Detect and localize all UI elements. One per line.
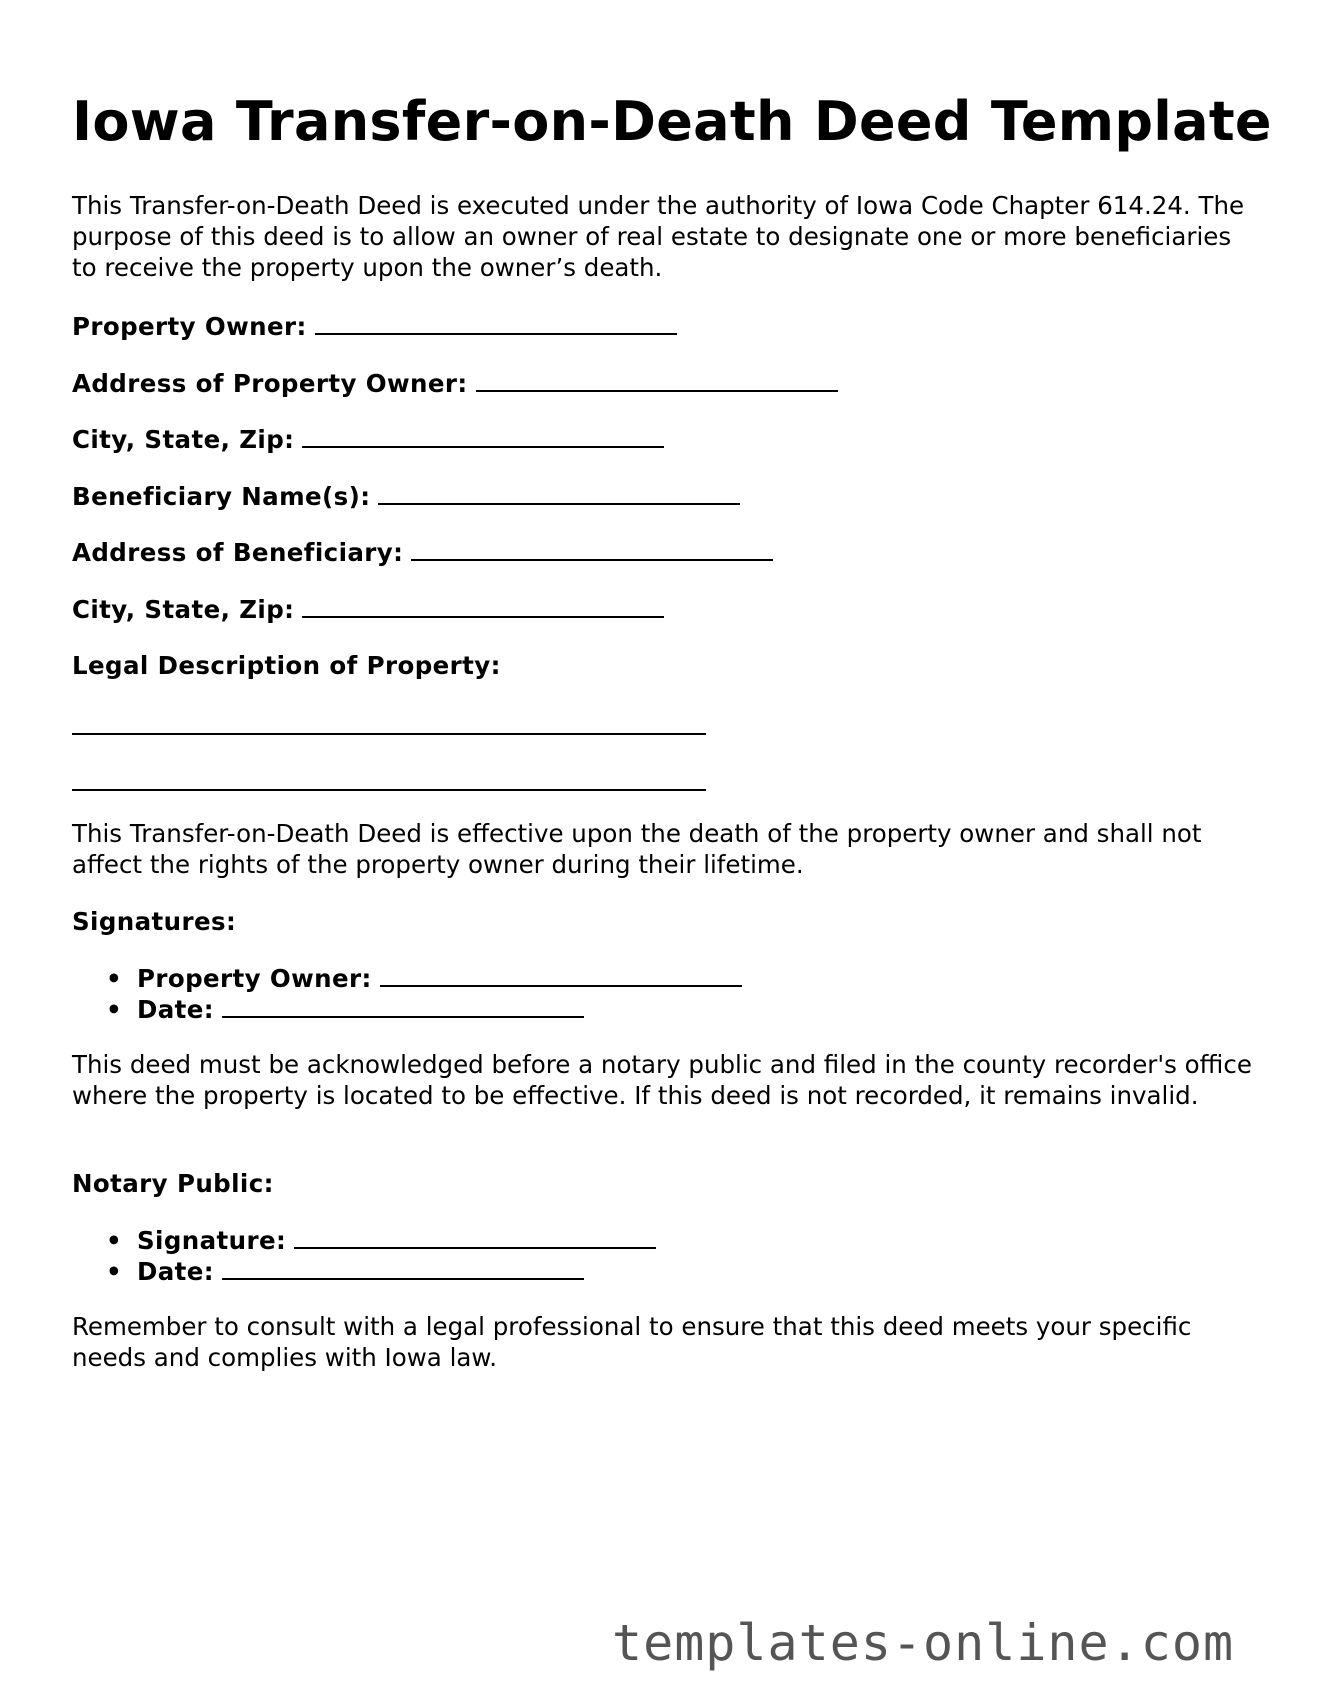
- owner-date-blank[interactable]: [222, 994, 584, 1018]
- notary-paragraph: This deed must be acknowledged before a notary public and filed in the county recorder's office where the property is located to be effective. If this deed is not recorded, it remains invalid.: [72, 1050, 1252, 1110]
- beneficiary-address-label: Address of Beneficiary:: [72, 538, 404, 567]
- signatures-heading: Signatures:: [72, 907, 237, 936]
- bullet-icon: •: [106, 964, 123, 993]
- beneficiary-names-field: [72, 481, 740, 512]
- legal-description-line-1[interactable]: [72, 733, 706, 735]
- legal-description-line-2[interactable]: [72, 789, 706, 791]
- owner-address-blank[interactable]: [476, 368, 838, 392]
- beneficiary-city-blank[interactable]: [302, 594, 664, 618]
- legal-description-label: Legal Description of Property:: [72, 651, 501, 680]
- notary-signature-label: Signature:: [137, 1226, 287, 1255]
- owner-address-label: Address of Property Owner:: [72, 369, 468, 398]
- owner-city-field: [72, 424, 664, 455]
- page-title: Iowa Transfer-on-Death Deed Template: [72, 90, 1272, 153]
- owner-city-blank[interactable]: [302, 424, 664, 448]
- property-owner-label: Property Owner:: [72, 312, 307, 341]
- owner-signature-label: Property Owner:: [137, 964, 372, 993]
- notary-heading: Notary Public:: [72, 1169, 274, 1198]
- notary-list: [106, 1225, 656, 1287]
- notary-date-blank[interactable]: [222, 1256, 584, 1280]
- bullet-icon: •: [106, 1257, 123, 1286]
- list-item: [106, 963, 742, 994]
- closing-paragraph: Remember to consult with a legal professional to ensure that this deed meets your specific needs and complies with Iowa law.: [72, 1312, 1192, 1372]
- beneficiary-address-blank[interactable]: [411, 537, 773, 561]
- beneficiary-city-label: City, State, Zip:: [72, 595, 295, 624]
- watermark: templates-online.com: [612, 1614, 1235, 1672]
- list-item: [106, 1256, 656, 1287]
- owner-signature-blank[interactable]: [380, 963, 742, 987]
- legal-description-field: [72, 650, 501, 681]
- effective-paragraph: This Transfer-on-Death Deed is effective upon the death of the property owner and shall not affect the rights of the property owner during their lifetime.: [72, 819, 1202, 879]
- owner-date-label: Date:: [137, 995, 214, 1024]
- list-item: [106, 1225, 656, 1256]
- beneficiary-city-field: [72, 594, 664, 625]
- property-owner-blank[interactable]: [315, 311, 677, 335]
- property-owner-field: [72, 311, 677, 342]
- beneficiary-names-blank[interactable]: [378, 481, 740, 505]
- intro-paragraph: This Transfer-on-Death Deed is executed under the authority of Iowa Code Chapter 614.24. The purpose of this deed is to allow an owner of real estate to designate one or more beneficiaries to receive the property upon the owner’s death.: [72, 191, 1245, 282]
- bullet-icon: •: [106, 995, 123, 1024]
- bullet-icon: •: [106, 1226, 123, 1255]
- signatures-list: [106, 963, 742, 1025]
- beneficiary-address-field: [72, 537, 773, 568]
- list-item: [106, 994, 742, 1025]
- beneficiary-names-label: Beneficiary Name(s):: [72, 482, 371, 511]
- notary-date-label: Date:: [137, 1257, 214, 1286]
- owner-city-label: City, State, Zip:: [72, 425, 295, 454]
- notary-signature-blank[interactable]: [294, 1225, 656, 1249]
- owner-address-field: [72, 368, 838, 399]
